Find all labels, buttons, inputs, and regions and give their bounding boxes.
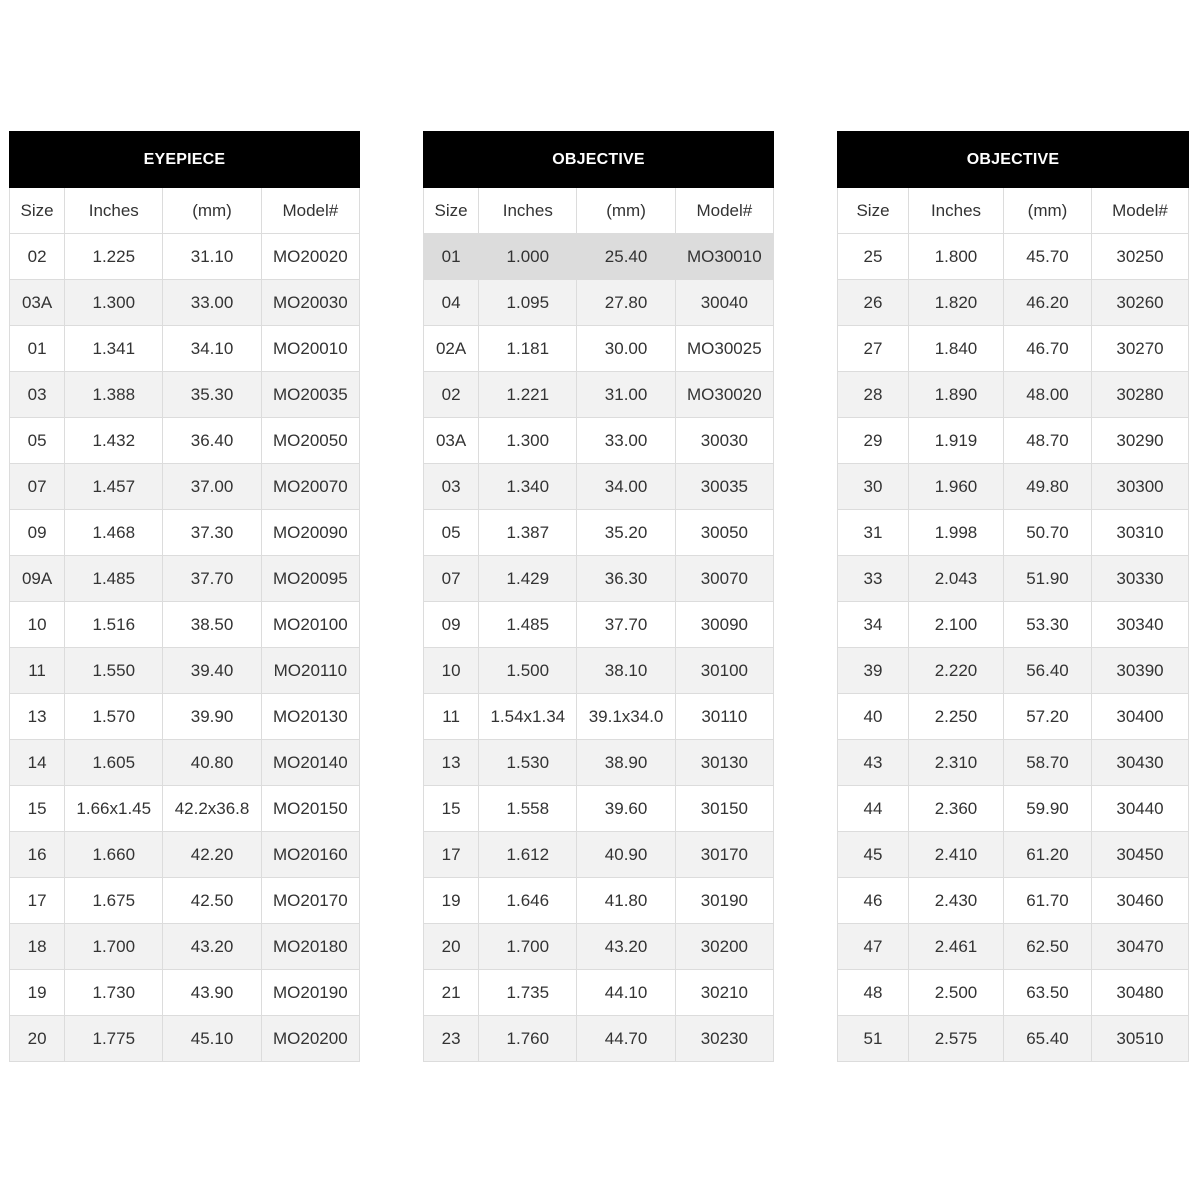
cell-size: 19 (10, 970, 65, 1016)
cell-size: 09 (424, 602, 479, 648)
table-title: OBJECTIVE (424, 132, 774, 188)
cell-mm: 35.30 (163, 372, 261, 418)
cell-mm: 43.20 (577, 924, 675, 970)
cell-mm: 43.90 (163, 970, 261, 1016)
cell-model: 30290 (1092, 418, 1189, 464)
cell-inches: 1.181 (479, 326, 577, 372)
cell-size: 46 (838, 878, 909, 924)
cell-size: 10 (424, 648, 479, 694)
cell-size: 03 (10, 372, 65, 418)
cell-inches: 1.457 (65, 464, 163, 510)
cell-inches: 1.300 (479, 418, 577, 464)
cell-mm: 43.20 (163, 924, 261, 970)
cell-size: 04 (424, 280, 479, 326)
cell-size: 44 (838, 786, 909, 832)
cell-inches: 2.043 (909, 556, 1004, 602)
cell-inches: 1.820 (909, 280, 1004, 326)
cell-inches: 1.960 (909, 464, 1004, 510)
cell-mm: 53.30 (1004, 602, 1092, 648)
cell-mm: 31.00 (577, 372, 675, 418)
cell-model: 30130 (675, 740, 773, 786)
cell-mm: 56.40 (1004, 648, 1092, 694)
cell-inches: 1.660 (65, 832, 163, 878)
cell-inches: 1.919 (909, 418, 1004, 464)
cell-inches: 2.500 (909, 970, 1004, 1016)
cell-mm: 48.00 (1004, 372, 1092, 418)
cell-model: 30070 (675, 556, 773, 602)
table-row (10, 602, 360, 648)
table-row (838, 878, 1189, 924)
cell-size: 30 (838, 464, 909, 510)
table-row (10, 740, 360, 786)
cell-inches: 1.500 (479, 648, 577, 694)
cell-mm: 37.70 (163, 556, 261, 602)
cell-model: MO20130 (261, 694, 359, 740)
cell-size: 01 (10, 326, 65, 372)
column-header-model: Model# (675, 188, 773, 234)
table-row (10, 694, 360, 740)
cell-inches: 2.461 (909, 924, 1004, 970)
column-header-mm: (mm) (1004, 188, 1092, 234)
cell-inches: 1.700 (479, 924, 577, 970)
table-row (10, 648, 360, 694)
column-header-size: Size (424, 188, 479, 234)
cell-mm: 45.70 (1004, 234, 1092, 280)
cell-mm: 61.20 (1004, 832, 1092, 878)
cell-model: 30390 (1092, 648, 1189, 694)
cell-model: 30430 (1092, 740, 1189, 786)
cell-inches: 1.468 (65, 510, 163, 556)
cell-mm: 38.50 (163, 602, 261, 648)
cell-inches: 1.605 (65, 740, 163, 786)
cell-inches: 1.840 (909, 326, 1004, 372)
cell-inches: 2.410 (909, 832, 1004, 878)
cell-inches: 1.760 (479, 1016, 577, 1062)
cell-model: 30100 (675, 648, 773, 694)
cell-inches: 1.340 (479, 464, 577, 510)
cell-model: 30470 (1092, 924, 1189, 970)
cell-size: 02A (424, 326, 479, 372)
table-title: EYEPIECE (10, 132, 360, 188)
column-header-inches: Inches (479, 188, 577, 234)
cell-size: 14 (10, 740, 65, 786)
cell-size: 17 (10, 878, 65, 924)
cell-inches: 1.998 (909, 510, 1004, 556)
cell-size: 03 (424, 464, 479, 510)
cell-mm: 38.90 (577, 740, 675, 786)
cell-size: 23 (424, 1016, 479, 1062)
cell-mm: 46.20 (1004, 280, 1092, 326)
cell-model: 30050 (675, 510, 773, 556)
cell-size: 19 (424, 878, 479, 924)
cell-mm: 45.10 (163, 1016, 261, 1062)
cell-inches: 2.220 (909, 648, 1004, 694)
cell-mm: 65.40 (1004, 1016, 1092, 1062)
table-row (424, 372, 774, 418)
cell-model: MO30025 (675, 326, 773, 372)
table-row (838, 740, 1189, 786)
table-row (10, 786, 360, 832)
cell-model: 30300 (1092, 464, 1189, 510)
table-row (838, 510, 1189, 556)
cell-inches: 1.530 (479, 740, 577, 786)
cell-model: 30340 (1092, 602, 1189, 648)
cell-size: 16 (10, 832, 65, 878)
cell-model: 30250 (1092, 234, 1189, 280)
table-row (10, 510, 360, 556)
cell-model: 30035 (675, 464, 773, 510)
cell-mm: 51.90 (1004, 556, 1092, 602)
cell-mm: 58.70 (1004, 740, 1092, 786)
cell-mm: 37.70 (577, 602, 675, 648)
table-row (10, 464, 360, 510)
cell-mm: 35.20 (577, 510, 675, 556)
table-row (10, 970, 360, 1016)
cell-mm: 50.70 (1004, 510, 1092, 556)
cell-mm: 48.70 (1004, 418, 1092, 464)
cell-model: MO20200 (261, 1016, 359, 1062)
column-header-mm: (mm) (577, 188, 675, 234)
cell-model: 30260 (1092, 280, 1189, 326)
table-row (424, 832, 774, 878)
cell-inches: 1.646 (479, 878, 577, 924)
cell-inches: 2.430 (909, 878, 1004, 924)
cell-size: 03A (424, 418, 479, 464)
cell-inches: 1.300 (65, 280, 163, 326)
column-header-mm: (mm) (163, 188, 261, 234)
table-row (424, 878, 774, 924)
cell-model: 30210 (675, 970, 773, 1016)
cell-size: 05 (10, 418, 65, 464)
table-row (838, 326, 1189, 372)
cell-size: 28 (838, 372, 909, 418)
eyepiece-table (9, 131, 360, 1062)
table-row (10, 1016, 360, 1062)
cell-mm: 41.80 (577, 878, 675, 924)
table-row (838, 556, 1189, 602)
cell-inches: 1.550 (65, 648, 163, 694)
cell-mm: 46.70 (1004, 326, 1092, 372)
table-row (424, 970, 774, 1016)
cell-inches: 1.221 (479, 372, 577, 418)
cell-size: 27 (838, 326, 909, 372)
table-row (838, 602, 1189, 648)
cell-model: MO20100 (261, 602, 359, 648)
cell-size: 15 (424, 786, 479, 832)
cell-size: 45 (838, 832, 909, 878)
table-row (838, 786, 1189, 832)
table-row (10, 326, 360, 372)
cell-size: 13 (424, 740, 479, 786)
table-row (838, 280, 1189, 326)
table-row (10, 556, 360, 602)
table-row (10, 372, 360, 418)
cell-mm: 33.00 (163, 280, 261, 326)
cell-size: 39 (838, 648, 909, 694)
cell-model: MO20180 (261, 924, 359, 970)
cell-model: 30170 (675, 832, 773, 878)
cell-size: 09A (10, 556, 65, 602)
cell-mm: 39.60 (577, 786, 675, 832)
cell-inches: 1.800 (909, 234, 1004, 280)
table-row (838, 832, 1189, 878)
cell-inches: 1.890 (909, 372, 1004, 418)
cell-size: 01 (424, 234, 479, 280)
cell-mm: 57.20 (1004, 694, 1092, 740)
cell-model: 30480 (1092, 970, 1189, 1016)
cell-model: MO20190 (261, 970, 359, 1016)
cell-mm: 40.80 (163, 740, 261, 786)
cell-inches: 1.341 (65, 326, 163, 372)
cell-model: MO30010 (675, 234, 773, 280)
cell-mm: 33.00 (577, 418, 675, 464)
table-row (838, 648, 1189, 694)
table-row (424, 648, 774, 694)
cell-inches: 2.575 (909, 1016, 1004, 1062)
cell-model: 30280 (1092, 372, 1189, 418)
table-row (424, 464, 774, 510)
cell-model: MO20035 (261, 372, 359, 418)
cell-model: MO20070 (261, 464, 359, 510)
table-row (424, 280, 774, 326)
table-row (838, 464, 1189, 510)
cell-size: 10 (10, 602, 65, 648)
cell-size: 07 (10, 464, 65, 510)
cell-inches: 1.66x1.45 (65, 786, 163, 832)
column-header-model: Model# (261, 188, 359, 234)
cell-inches: 1.225 (65, 234, 163, 280)
cell-size: 02 (424, 372, 479, 418)
cell-mm: 63.50 (1004, 970, 1092, 1016)
cell-model: 30330 (1092, 556, 1189, 602)
table-row (838, 372, 1189, 418)
cell-mm: 36.40 (163, 418, 261, 464)
cell-mm: 40.90 (577, 832, 675, 878)
cell-size: 40 (838, 694, 909, 740)
table-row (424, 602, 774, 648)
cell-inches: 1.775 (65, 1016, 163, 1062)
cell-mm: 59.90 (1004, 786, 1092, 832)
cell-model: 30040 (675, 280, 773, 326)
column-header-model: Model# (1092, 188, 1189, 234)
cell-inches: 1.700 (65, 924, 163, 970)
cell-model: 30460 (1092, 878, 1189, 924)
cell-size: 02 (10, 234, 65, 280)
table-title: OBJECTIVE (838, 132, 1189, 188)
cell-mm: 39.40 (163, 648, 261, 694)
cell-inches: 1.54x1.34 (479, 694, 577, 740)
table-row (424, 740, 774, 786)
column-header-size: Size (838, 188, 909, 234)
cell-model: MO20090 (261, 510, 359, 556)
table-row (838, 694, 1189, 740)
cell-size: 20 (424, 924, 479, 970)
column-header-size: Size (10, 188, 65, 234)
cell-model: 30440 (1092, 786, 1189, 832)
cell-size: 18 (10, 924, 65, 970)
table-row (424, 1016, 774, 1062)
column-header-inches: Inches (65, 188, 163, 234)
cell-mm: 62.50 (1004, 924, 1092, 970)
cell-model: MO20160 (261, 832, 359, 878)
cell-inches: 1.735 (479, 970, 577, 1016)
cell-model: 30200 (675, 924, 773, 970)
cell-size: 09 (10, 510, 65, 556)
table-row (10, 832, 360, 878)
cell-inches: 2.100 (909, 602, 1004, 648)
table-row (838, 924, 1189, 970)
cell-size: 21 (424, 970, 479, 1016)
cell-size: 20 (10, 1016, 65, 1062)
cell-model: MO20030 (261, 280, 359, 326)
cell-model: 30030 (675, 418, 773, 464)
cell-size: 48 (838, 970, 909, 1016)
table-row (10, 878, 360, 924)
cell-size: 33 (838, 556, 909, 602)
cell-inches: 1.612 (479, 832, 577, 878)
cell-mm: 36.30 (577, 556, 675, 602)
cell-mm: 49.80 (1004, 464, 1092, 510)
table-row (424, 694, 774, 740)
objective-table-2 (837, 131, 1189, 1062)
table-row (10, 924, 360, 970)
cell-inches: 1.095 (479, 280, 577, 326)
cell-size: 26 (838, 280, 909, 326)
cell-inches: 1.675 (65, 878, 163, 924)
cell-mm: 42.2x36.8 (163, 786, 261, 832)
cell-mm: 39.1x34.0 (577, 694, 675, 740)
cell-mm: 42.50 (163, 878, 261, 924)
cell-size: 11 (10, 648, 65, 694)
cell-size: 03A (10, 280, 65, 326)
table-row (424, 924, 774, 970)
table-row (424, 510, 774, 556)
cell-model: MO20150 (261, 786, 359, 832)
cell-model: MO20170 (261, 878, 359, 924)
cell-inches: 1.558 (479, 786, 577, 832)
cell-inches: 1.485 (65, 556, 163, 602)
cell-inches: 1.570 (65, 694, 163, 740)
cell-model: 30190 (675, 878, 773, 924)
table-row (424, 418, 774, 464)
cell-mm: 39.90 (163, 694, 261, 740)
cell-size: 43 (838, 740, 909, 786)
cell-inches: 2.360 (909, 786, 1004, 832)
table-row (10, 418, 360, 464)
table-row (424, 556, 774, 602)
cell-model: 30310 (1092, 510, 1189, 556)
cell-mm: 34.10 (163, 326, 261, 372)
table-row (10, 280, 360, 326)
cell-inches: 1.000 (479, 234, 577, 280)
table-row (424, 326, 774, 372)
cell-size: 51 (838, 1016, 909, 1062)
cell-model: 30110 (675, 694, 773, 740)
cell-model: MO20110 (261, 648, 359, 694)
cell-mm: 37.30 (163, 510, 261, 556)
cell-mm: 44.70 (577, 1016, 675, 1062)
table-row (838, 234, 1189, 280)
cell-model: 30230 (675, 1016, 773, 1062)
cell-mm: 61.70 (1004, 878, 1092, 924)
cell-mm: 38.10 (577, 648, 675, 694)
cell-model: MO20140 (261, 740, 359, 786)
cell-size: 05 (424, 510, 479, 556)
cell-size: 11 (424, 694, 479, 740)
table-row (424, 786, 774, 832)
cell-mm: 25.40 (577, 234, 675, 280)
cell-mm: 34.00 (577, 464, 675, 510)
cell-inches: 2.250 (909, 694, 1004, 740)
cell-mm: 42.20 (163, 832, 261, 878)
cell-inches: 1.387 (479, 510, 577, 556)
cell-mm: 27.80 (577, 280, 675, 326)
cell-model: 30400 (1092, 694, 1189, 740)
cell-size: 17 (424, 832, 479, 878)
cell-inches: 1.429 (479, 556, 577, 602)
cell-inches: 1.516 (65, 602, 163, 648)
cell-size: 15 (10, 786, 65, 832)
table-row (424, 234, 774, 280)
cell-inches: 2.310 (909, 740, 1004, 786)
cell-mm: 37.00 (163, 464, 261, 510)
cell-inches: 1.485 (479, 602, 577, 648)
cell-inches: 1.432 (65, 418, 163, 464)
cell-size: 25 (838, 234, 909, 280)
column-header-inches: Inches (909, 188, 1004, 234)
cell-size: 34 (838, 602, 909, 648)
cell-model: MO20010 (261, 326, 359, 372)
table-row (838, 970, 1189, 1016)
cell-model: 30510 (1092, 1016, 1189, 1062)
cell-inches: 1.730 (65, 970, 163, 1016)
cell-size: 13 (10, 694, 65, 740)
cell-model: 30150 (675, 786, 773, 832)
table-row (838, 418, 1189, 464)
cell-mm: 44.10 (577, 970, 675, 1016)
cell-mm: 31.10 (163, 234, 261, 280)
cell-model: MO20050 (261, 418, 359, 464)
objective-table-1 (423, 131, 774, 1062)
cell-mm: 30.00 (577, 326, 675, 372)
cell-size: 47 (838, 924, 909, 970)
cell-inches: 1.388 (65, 372, 163, 418)
table-row (10, 234, 360, 280)
cell-model: MO20020 (261, 234, 359, 280)
cell-model: 30270 (1092, 326, 1189, 372)
cell-size: 29 (838, 418, 909, 464)
table-row (838, 1016, 1189, 1062)
cell-model: 30450 (1092, 832, 1189, 878)
cell-size: 31 (838, 510, 909, 556)
cell-size: 07 (424, 556, 479, 602)
cell-model: MO20095 (261, 556, 359, 602)
cell-model: MO30020 (675, 372, 773, 418)
cell-model: 30090 (675, 602, 773, 648)
